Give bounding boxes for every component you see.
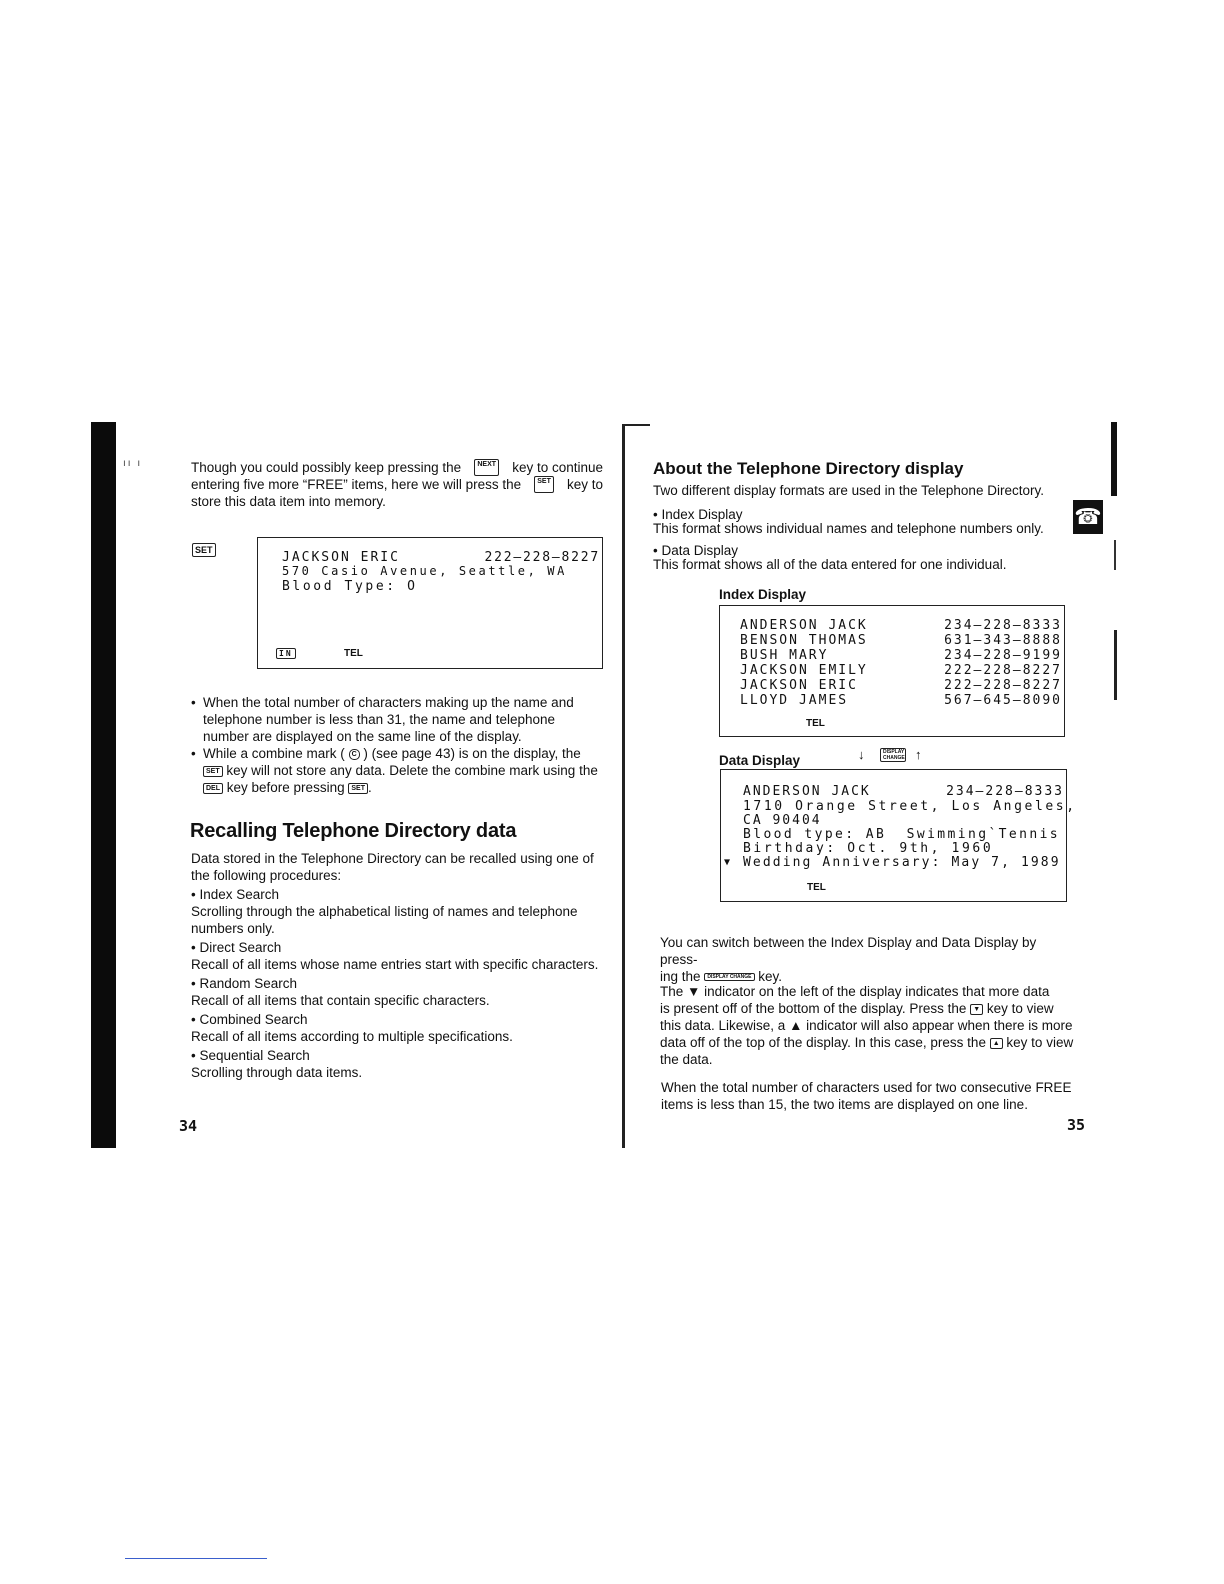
up-key-icon: ▲	[990, 1038, 1003, 1049]
margin-marks: ıı ı	[123, 458, 143, 469]
lcd-blood-type: Blood Type: O	[282, 579, 418, 594]
index-row-phone: 631–343–8888	[944, 633, 1062, 648]
index-row-phone: 234–228–8333	[944, 618, 1062, 633]
switch-paragraph: You can switch between the Index Display and Data Display by press- ing the DISPLAY CHANGE key.	[660, 935, 1037, 984]
del-key-icon: DEL	[203, 783, 223, 794]
index-row-name: LLOYD JAMES	[740, 693, 849, 708]
index-row-name: BENSON THOMAS	[740, 633, 868, 648]
index-row-phone: 234–228–9199	[944, 648, 1062, 663]
lcd-phone: 222–228–8227	[484, 550, 600, 565]
search-desc: Recall of all items that contain specific characters.	[191, 993, 490, 1008]
data-anniversary: Wedding Anniversary: May 7, 1989	[743, 855, 1061, 870]
combine-mark-icon: C	[349, 749, 360, 760]
search-desc: Recall of all items according to multiple specifications.	[191, 1029, 513, 1044]
free-items-paragraph: When the total number of characters used for two consecutive FREE items is less than 15, the two items are displayed on one line.	[661, 1080, 1072, 1112]
display-change-key-icon: DISPLAY CHANGE	[704, 973, 754, 981]
lcd-tel-label: TEL	[807, 882, 826, 893]
set-key-icon: SET	[534, 476, 554, 493]
index-row-name: JACKSON EMILY	[740, 663, 868, 678]
intro-text-1b: key to continue	[512, 460, 603, 475]
index-row-name: ANDERSON JACK	[740, 618, 868, 633]
display-change-key-icon: DISPLAY CHANGE	[880, 748, 906, 762]
page-gutter-line	[622, 424, 625, 1148]
set-key-icon: SET	[203, 766, 223, 777]
display-intro: Two different display formats are used in the Telephone Directory.	[653, 483, 1044, 498]
data-name: ANDERSON JACK	[743, 784, 871, 799]
note-item: • When the total number of characters making up the name and telephone number is less than 31, the name and telephone number are displayed on the same line of the display.	[191, 694, 603, 745]
search-title: • Random Search	[191, 976, 298, 991]
scroll-down-indicator-icon: ▼	[724, 857, 733, 868]
lcd-index-display	[719, 605, 1065, 737]
next-key-icon: NEXT	[474, 459, 499, 476]
section-heading-display: About the Telephone Directory display	[653, 459, 964, 478]
search-title: • Sequential Search	[191, 1048, 310, 1063]
arrow-down-icon: ↓	[858, 747, 865, 762]
search-title: • Index Search	[191, 887, 280, 902]
lcd-tel-label: TEL	[344, 648, 363, 659]
data-birthday: Birthday: Oct. 9th, 1960	[743, 841, 994, 856]
search-desc: Scrolling through the alphabetical listing of names and telephone numbers only.	[191, 904, 578, 936]
notes-list	[191, 694, 603, 796]
lcd-data-display	[720, 769, 1077, 902]
indicator-paragraph: The ▼ indicator on the left of the display indicates that more data is present off of the bottom of the display. Press the ▼ key to view this data. Likewise, a ▲ indicator will also appear when there is more data off of the top of the display. In this case, press the ▲ key to view the data.	[660, 984, 1074, 1067]
index-row-name: JACKSON ERIC	[740, 678, 858, 693]
right-edge-mark	[1114, 540, 1116, 570]
intro-text-2a: entering five more “FREE” items, here we will press the	[191, 477, 522, 492]
index-row-phone: 222–228–8227	[944, 663, 1062, 678]
recall-intro: Data stored in the Telephone Directory can be recalled using one of the following procedures:	[191, 851, 594, 883]
intro-text-2b: key to	[566, 477, 603, 492]
search-desc: Scrolling through data items.	[191, 1065, 363, 1080]
intro-text-3: store this data item into memory.	[191, 494, 386, 509]
lcd-address: 570 Casio Avenue, Seattle, WA	[282, 564, 567, 578]
search-title: • Combined Search	[191, 1012, 308, 1027]
format-data-desc: This format shows all of the data entered for one individual.	[653, 557, 1007, 572]
bottom-underline	[125, 1558, 267, 1559]
left-edge-bar	[91, 422, 116, 1148]
page-gutter-hook	[622, 424, 650, 426]
data-address: 1710 Orange Street, Los Angeles,	[743, 799, 1077, 814]
search-desc: Recall of all items whose name entries start with specific characters.	[191, 957, 599, 972]
set-key-icon: SET	[348, 783, 368, 794]
intro-text-1a: Though you could possibly keep pressing the	[191, 460, 462, 475]
section-heading-recalling: Recalling Telephone Directory data	[190, 820, 517, 842]
search-methods-list	[191, 886, 603, 1081]
telephone-icon: ☎	[1073, 500, 1103, 534]
lcd-tel-label: TEL	[806, 718, 825, 729]
index-display-label: Index Display	[719, 587, 807, 602]
page-number-left: 34	[179, 1117, 198, 1135]
lcd-name: JACKSON ERIC	[282, 550, 400, 565]
set-key-icon: SET	[192, 543, 216, 557]
format-index-desc: This format shows individual names and telephone numbers only.	[653, 521, 1044, 536]
format-data-title: • Data Display	[653, 543, 739, 558]
index-row-phone: 222–228–8227	[944, 678, 1062, 693]
arrow-up-icon: ↑	[915, 747, 922, 762]
data-city: CA 90404	[743, 813, 822, 828]
index-row-name: BUSH MARY	[740, 648, 829, 663]
right-edge-mark-lower	[1114, 630, 1117, 700]
data-phone: 234–228–8333	[946, 784, 1064, 799]
data-display-label: Data Display	[719, 753, 801, 768]
lcd-display-entry	[257, 537, 603, 669]
left-intro	[191, 459, 603, 510]
right-edge-bar	[1111, 422, 1117, 496]
down-key-icon: ▼	[970, 1004, 983, 1015]
format-index-title: • Index Display	[653, 507, 743, 522]
index-row-phone: 567–645–8090	[944, 693, 1062, 708]
page-number-right: 35	[1067, 1116, 1086, 1134]
in-indicator-icon: IN	[276, 648, 296, 659]
search-title: • Direct Search	[191, 940, 282, 955]
data-blood-type: Blood type: AB Swimming`Tennis	[743, 827, 1061, 842]
note-item: • While a combine mark ( C ) (see page 43) is on the display, the SET key will not store any data. Delete the combine mark using the DEL key before pressing SET .	[191, 745, 603, 796]
